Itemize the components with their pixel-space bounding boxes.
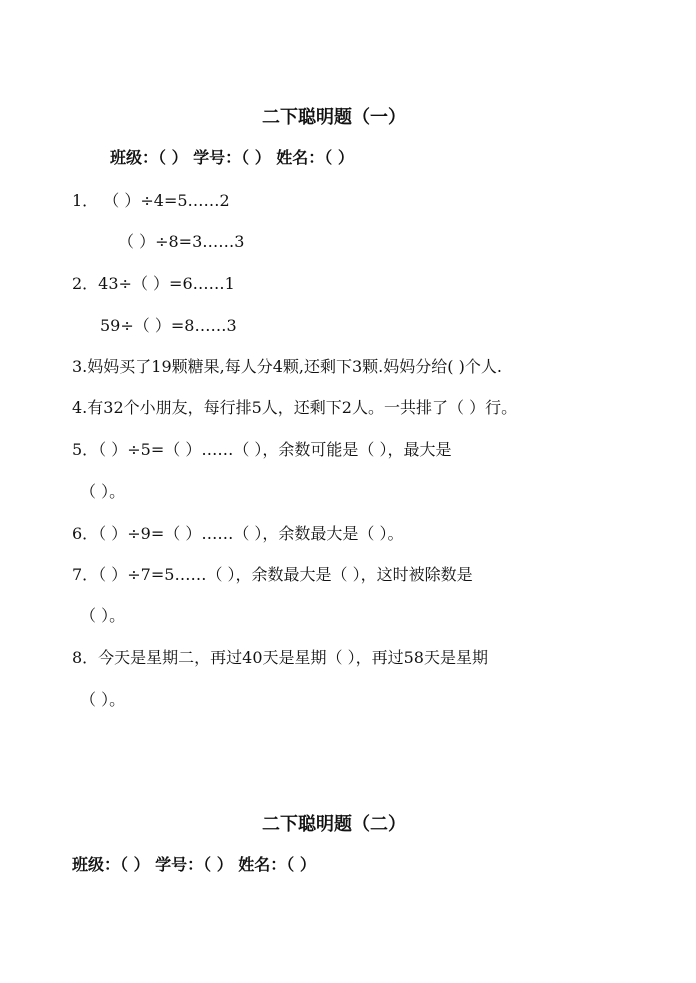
question-2-line-2: 59÷（ ）=8……3 xyxy=(100,316,237,335)
section-2-title: 二下聪明题（二） xyxy=(262,814,406,835)
question-3: 3.妈妈买了19颗糖果,每人分4颗,还剩下3颗.妈妈分给( )个人. xyxy=(72,357,502,376)
question-1-line-1: 1． （ ）÷4=5……2 xyxy=(72,191,230,210)
question-8-line-1: 8．今天是星期二，再过40天是星期（ ），再过58天是星期 xyxy=(72,648,488,667)
question-2-line-1: 2．43÷（ ）=6……1 xyxy=(72,274,235,293)
question-8-line-2: （ ）。 xyxy=(80,690,126,709)
question-1-line-2: （ ）÷8=3……3 xyxy=(118,232,245,251)
section-1-student-info: 班级：（ ） 学号：（ ） 姓名：（ ） xyxy=(110,148,354,167)
section-1-title: 二下聪明题（一） xyxy=(262,107,406,128)
question-6: 6．（ ）÷9=（ ）……（ ），余数最大是（ ）。 xyxy=(72,524,404,543)
section-2-student-info: 班级：（ ） 学号：（ ） 姓名：（ ） xyxy=(72,855,316,874)
question-4: 4.有32个小朋友，每行排5人，还剩下2人。一共排了（ ）行。 xyxy=(72,398,518,417)
question-5-line-1: 5．（ ）÷5=（ ）……（ ），余数可能是（ ），最大是 xyxy=(72,440,452,459)
question-7-line-1: 7．（ ）÷7=5……（ ），余数最大是（ ），这时被除数是 xyxy=(72,565,473,584)
question-7-line-2: （ ）。 xyxy=(80,606,126,625)
question-5-line-2: （ ）。 xyxy=(80,482,126,501)
